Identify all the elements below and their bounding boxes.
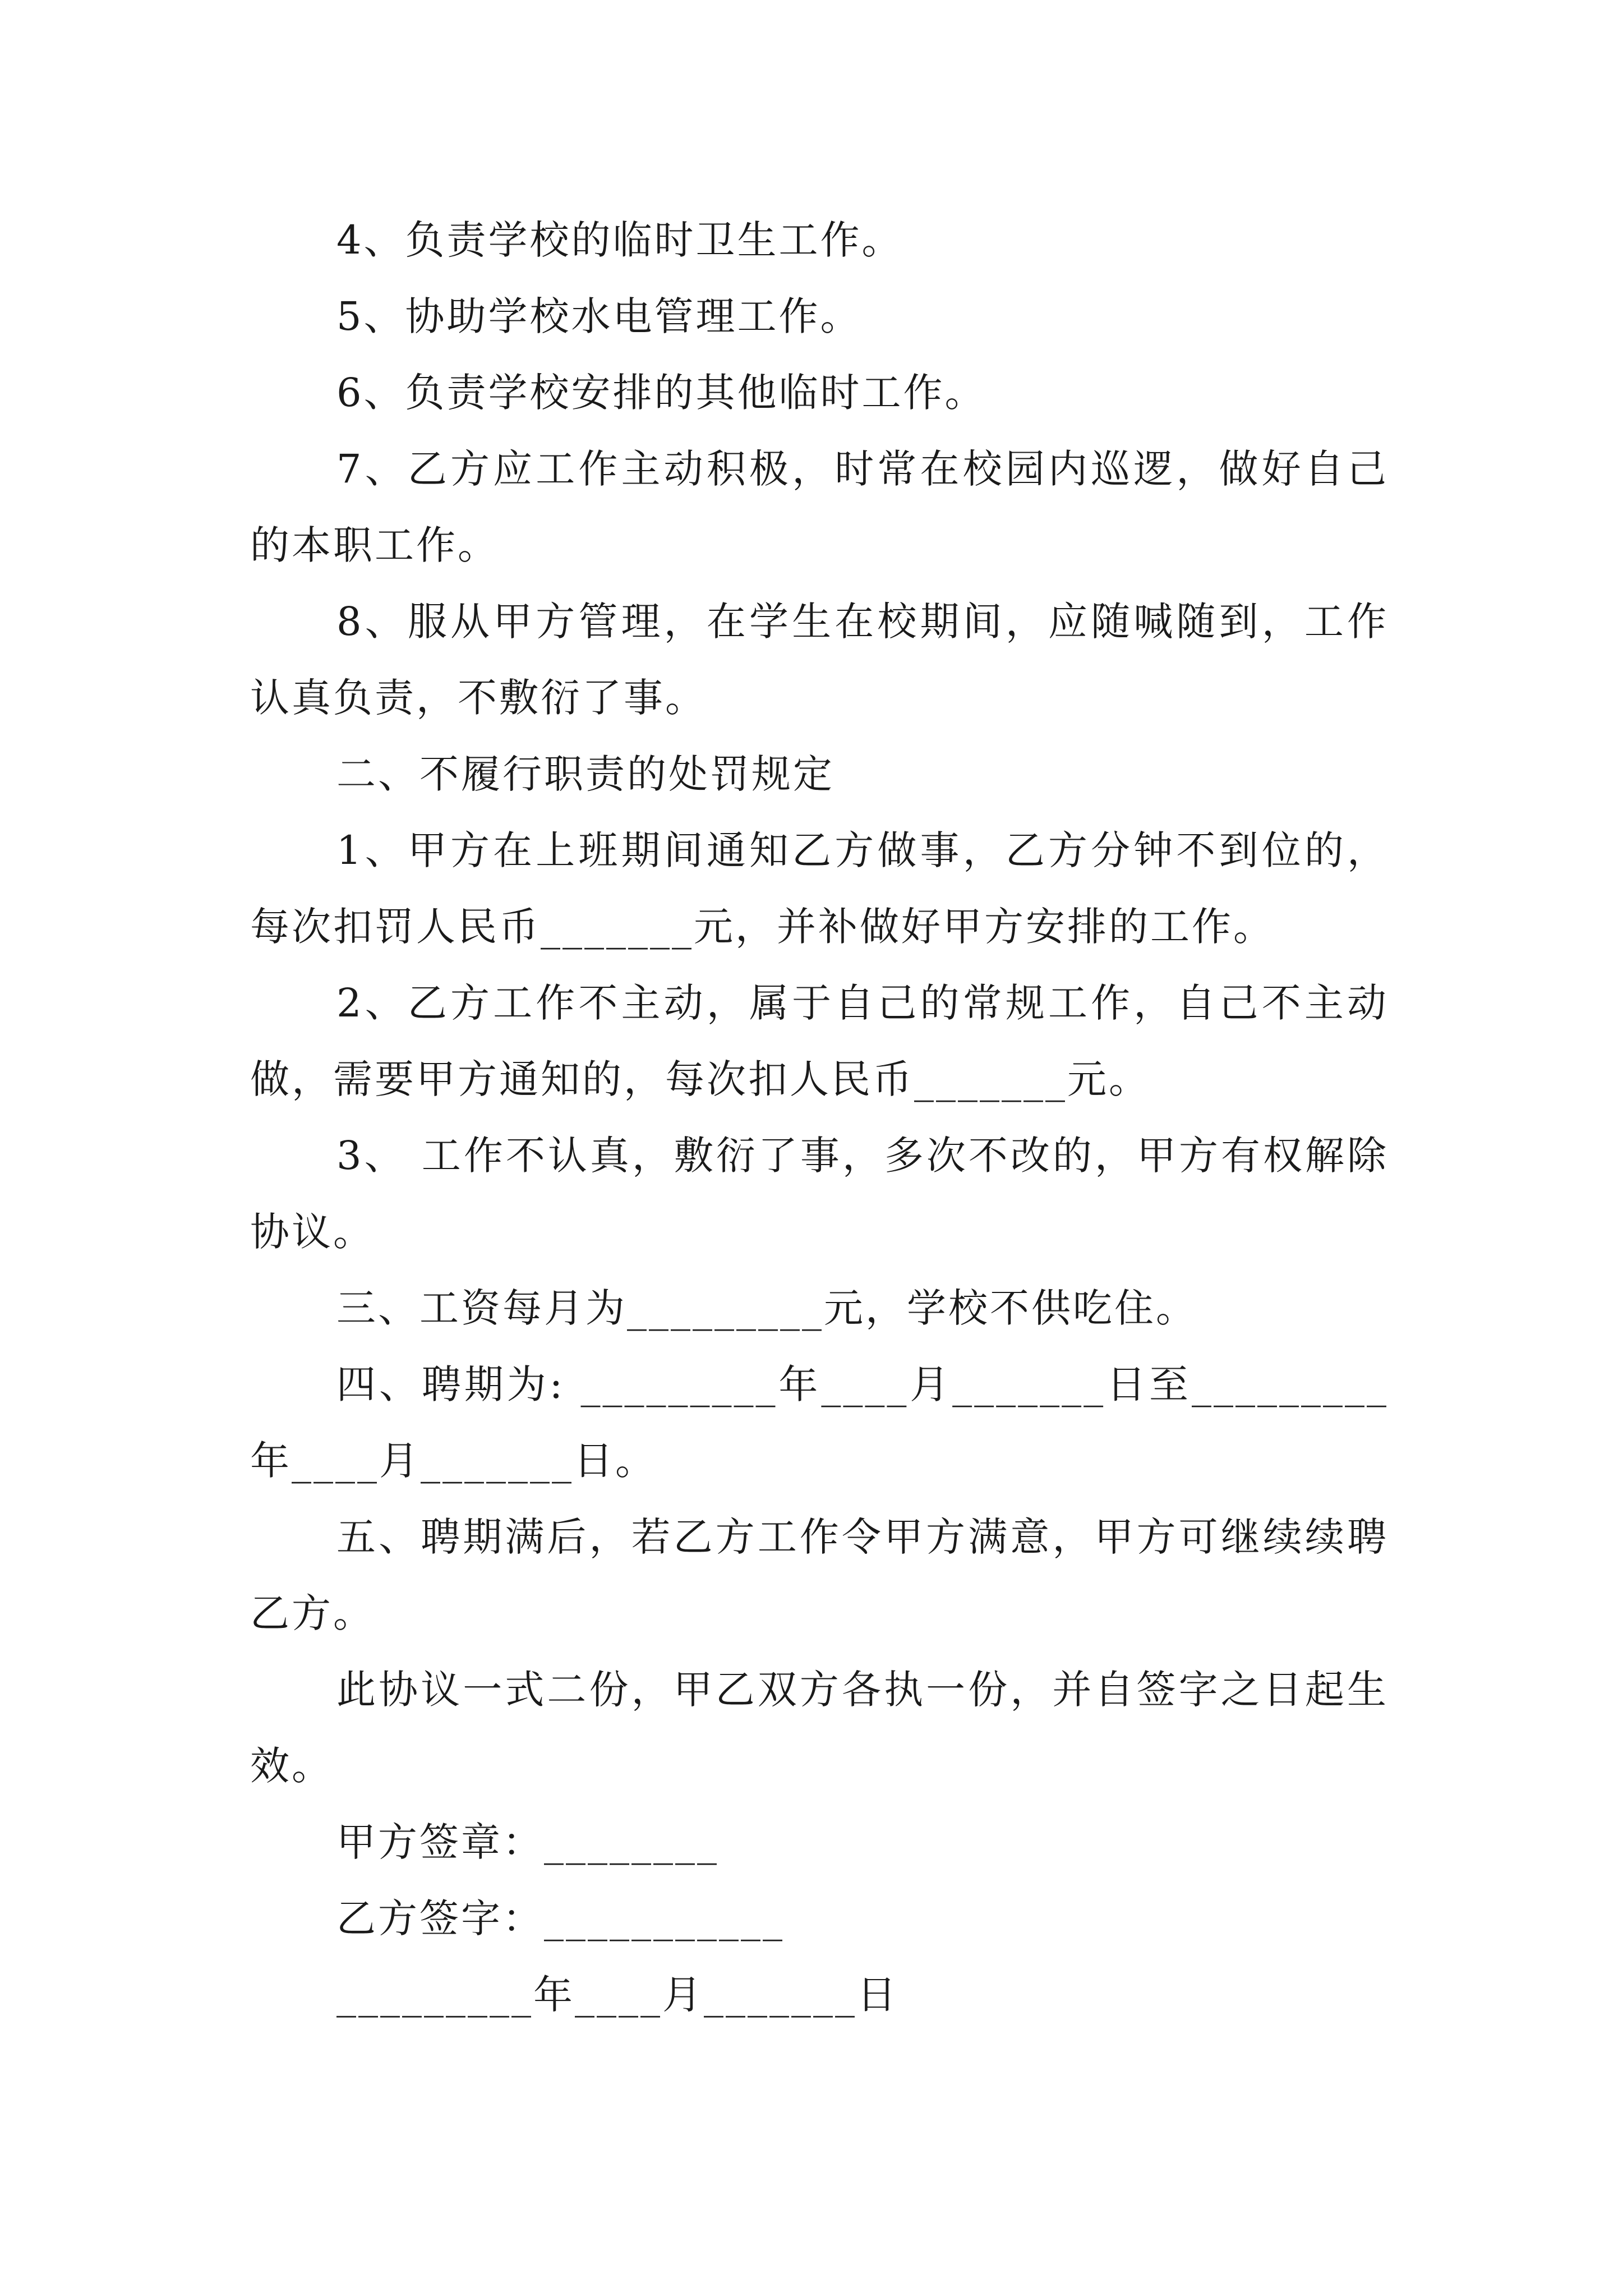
penalty-item-3: 3、 工作不认真，敷衍了事，多次不改的，甲方有权解除协议。 <box>250 1133 1389 1255</box>
duty-item-8: 8、服从甲方管理，在学生在校期间，应随喊随到，工作认真负责，不敷衍了事。 <box>250 599 1389 721</box>
agreement-copies-clause: 此协议一式二份，甲乙双方各执一份，并自签字之日起生效。 <box>250 1667 1389 1789</box>
duty-item-5: 5、协助学校水电管理工作。 <box>336 293 862 339</box>
section-salary: 三、工资每月为_________元，学校不供吃住。 <box>336 1285 1197 1331</box>
penalty-item-1: 1、甲方在上班期间通知乙方做事，乙方分钟不到位的，每次扣罚人民币_______元，并补做好甲方安排的工作。 <box>250 827 1389 950</box>
party-a-signature-line: 甲方签章：________ <box>336 1819 719 1865</box>
party-b-signature-line: 乙方签字：___________ <box>336 1895 785 1941</box>
signing-date-line: _________年____月_______日 <box>336 1972 898 2018</box>
section-heading-penalties: 二、不履行职责的处罚规定 <box>336 751 834 797</box>
penalty-item-2: 2、乙方工作不主动，属于自己的常规工作，自己不主动做，需要甲方通知的，每次扣人民币_______元。 <box>250 980 1389 1102</box>
duty-item-6: 6、负责学校安排的其他临时工作。 <box>336 370 986 416</box>
section-renewal: 五、聘期满后，若乙方工作令甲方满意，甲方可继续续聘乙方。 <box>250 1514 1389 1636</box>
duty-item-4: 4、负责学校的临时卫生工作。 <box>336 217 903 263</box>
section-term: 四、聘期为: _________年____月_______日至_________年____月_______日。 <box>250 1361 1389 1484</box>
document-body <box>250 202 1389 2033</box>
duty-item-7: 7、乙方应工作主动积极，时常在校园内巡逻，做好自己的本职工作。 <box>250 446 1389 568</box>
